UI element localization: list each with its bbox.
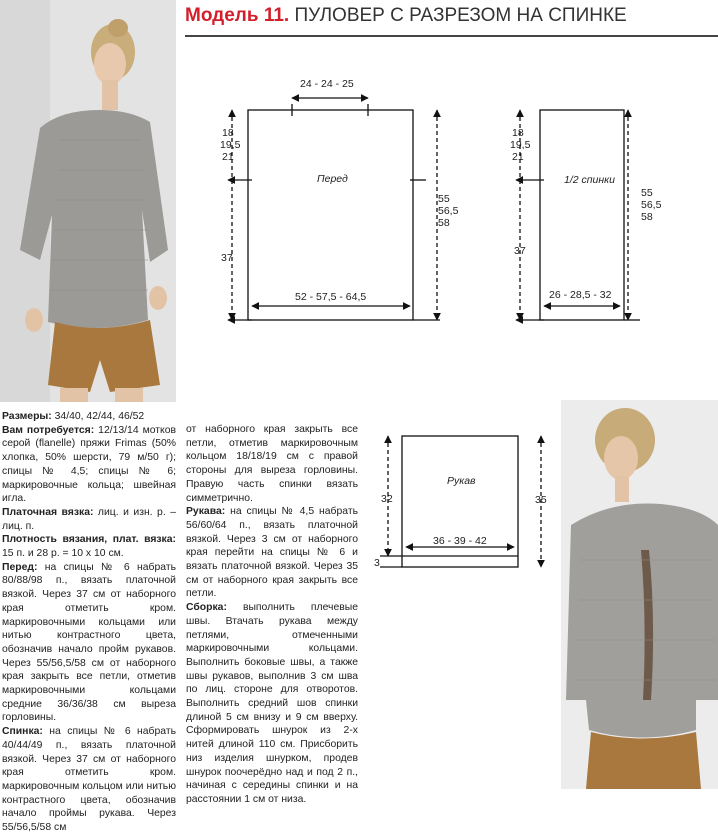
sleeve-width: 36 - 39 - 42 [433,535,487,547]
back-side-height: 37 [514,245,526,257]
instruction-heading: Платочная вязка: [2,506,94,518]
instruction-text: выполнить плечевые швы. Втачать рукава между петлями, отмеченными маркировочными кольцами. Выполнить боковые швы, а также швы рукавов, выполнив 3 см шва по лиц. стороне для отворотов. Выполнить средний шов спинки длиной 5 см внизу и 9 см вверху. Сформировать шнурок из 2-х нитей длиной 110 см. Присборить низ изделия шнурком, продев шнурок поочерёдно над и под 2 п., начиная с середины спинки и на расстоянии 1 см от низа. [186,602,358,805]
instruction-text: на спицы № 6 набрать 80/88/98 п., вязать платочной вязкой. Через 37 см от наборного края отметить кром. маркировочными кольцами или нитью контрастного цвета, обозначив начало пройм рукавов. Через 55/56,5/58 см от наборного края закрыть все петли, отметив маркировочными кольцами средние 36/36/38 см выреза горловины. [2,561,176,724]
front-armhole-size-3: 21 [222,151,234,163]
instruction-paragraph [2,533,176,560]
instruction-heading: Вам потребуется: [2,424,95,436]
back-width: 26 - 28,5 - 32 [549,289,612,301]
instruction-heading: Спинка: [2,726,43,738]
back-height-1: 55 [641,187,653,199]
front-height-1: 55 [438,193,450,205]
instruction-heading: Перед: [2,561,38,573]
sleeve-height-left: 32 [381,493,393,505]
model-number: Модель 11. [185,5,290,26]
back-piece-label: 1/2 спинки [564,174,615,186]
back-armhole-size-3: 21 [512,151,524,163]
sleeve-piece-label: Рукав [447,475,476,487]
front-armhole-size-2: 19,5 [220,139,241,151]
instruction-paragraph [186,601,358,807]
instructions-column-1 [2,410,176,835]
instruction-paragraph [2,506,176,533]
back-height-3: 58 [641,211,653,223]
instruction-paragraph [186,423,358,505]
back-armhole-size-1: 18 [512,127,524,139]
instruction-heading: Рукава: [186,506,226,518]
instruction-text: лиц. и изн. р. – лиц. п. [2,506,176,532]
front-height-3: 58 [438,217,450,229]
front-outline [248,110,413,320]
back-armhole-size-2: 19,5 [510,139,531,151]
front-neck-width: 24 - 24 - 25 [300,78,354,90]
instruction-paragraph [2,561,176,725]
front-side-height: 37 [221,252,233,264]
instruction-text: на спицы № 4,5 набрать 56/60/64 п., вязать платочной вязкой. Через 3 см от наборного края перейти на спицы № 6 и вязать платочной вязкой. Через 35 см от наборного края закрыть все петли. [186,506,358,600]
model-name: ПУЛОВЕР С РАЗРЕЗОМ НА СПИНКЕ [294,5,627,26]
instruction-paragraph [186,505,358,601]
front-height-2: 56,5 [438,205,459,217]
instruction-heading: Сборка: [186,602,227,614]
instruction-paragraph [2,725,176,835]
instruction-heading: Плотность вязания, плат. вязка: [2,534,176,546]
instruction-paragraph [2,424,176,506]
sleeve-height-right: 35 [535,494,547,506]
back-height-2: 56,5 [641,199,662,211]
instruction-paragraph [2,410,176,424]
sleeve-cuff-height: 3 [374,557,380,569]
instruction-heading: Размеры: [2,411,52,422]
instruction-text: на спицы № 6 набрать 40/44/49 п., вязать платочной вязкой. Через 37 см от наборного края отметить кром. маркировочным кольцом или нитью контрастного цвета, обозначив начало проймы рукава. Через 55/56,5/58 см [2,726,176,834]
instruction-text: 12/13/14 мотков серой (flanelle) пряжи Frimas (50% хлопка, 50% шерсти, 79 м/50 г); спицы № 4,5; спицы № 6; маркировочные кольца; швейная игла. [2,424,176,505]
instruction-text: 15 п. и 28 р. = 10 х 10 см. [2,548,124,560]
instructions-column-2 [186,423,358,807]
instruction-text: 34/40, 42/44, 46/52 [51,411,145,422]
instruction-text: от наборного края закрыть все петли, отметив маркировочным кольцом 18/18/19 см с правой стороны для выреза горловины. Правую часть спинки вязать симметрично. [186,424,358,504]
front-armhole-size-1: 18 [222,127,234,139]
front-width: 52 - 57,5 - 64,5 [295,291,367,303]
front-piece-label: Перед [317,173,348,185]
